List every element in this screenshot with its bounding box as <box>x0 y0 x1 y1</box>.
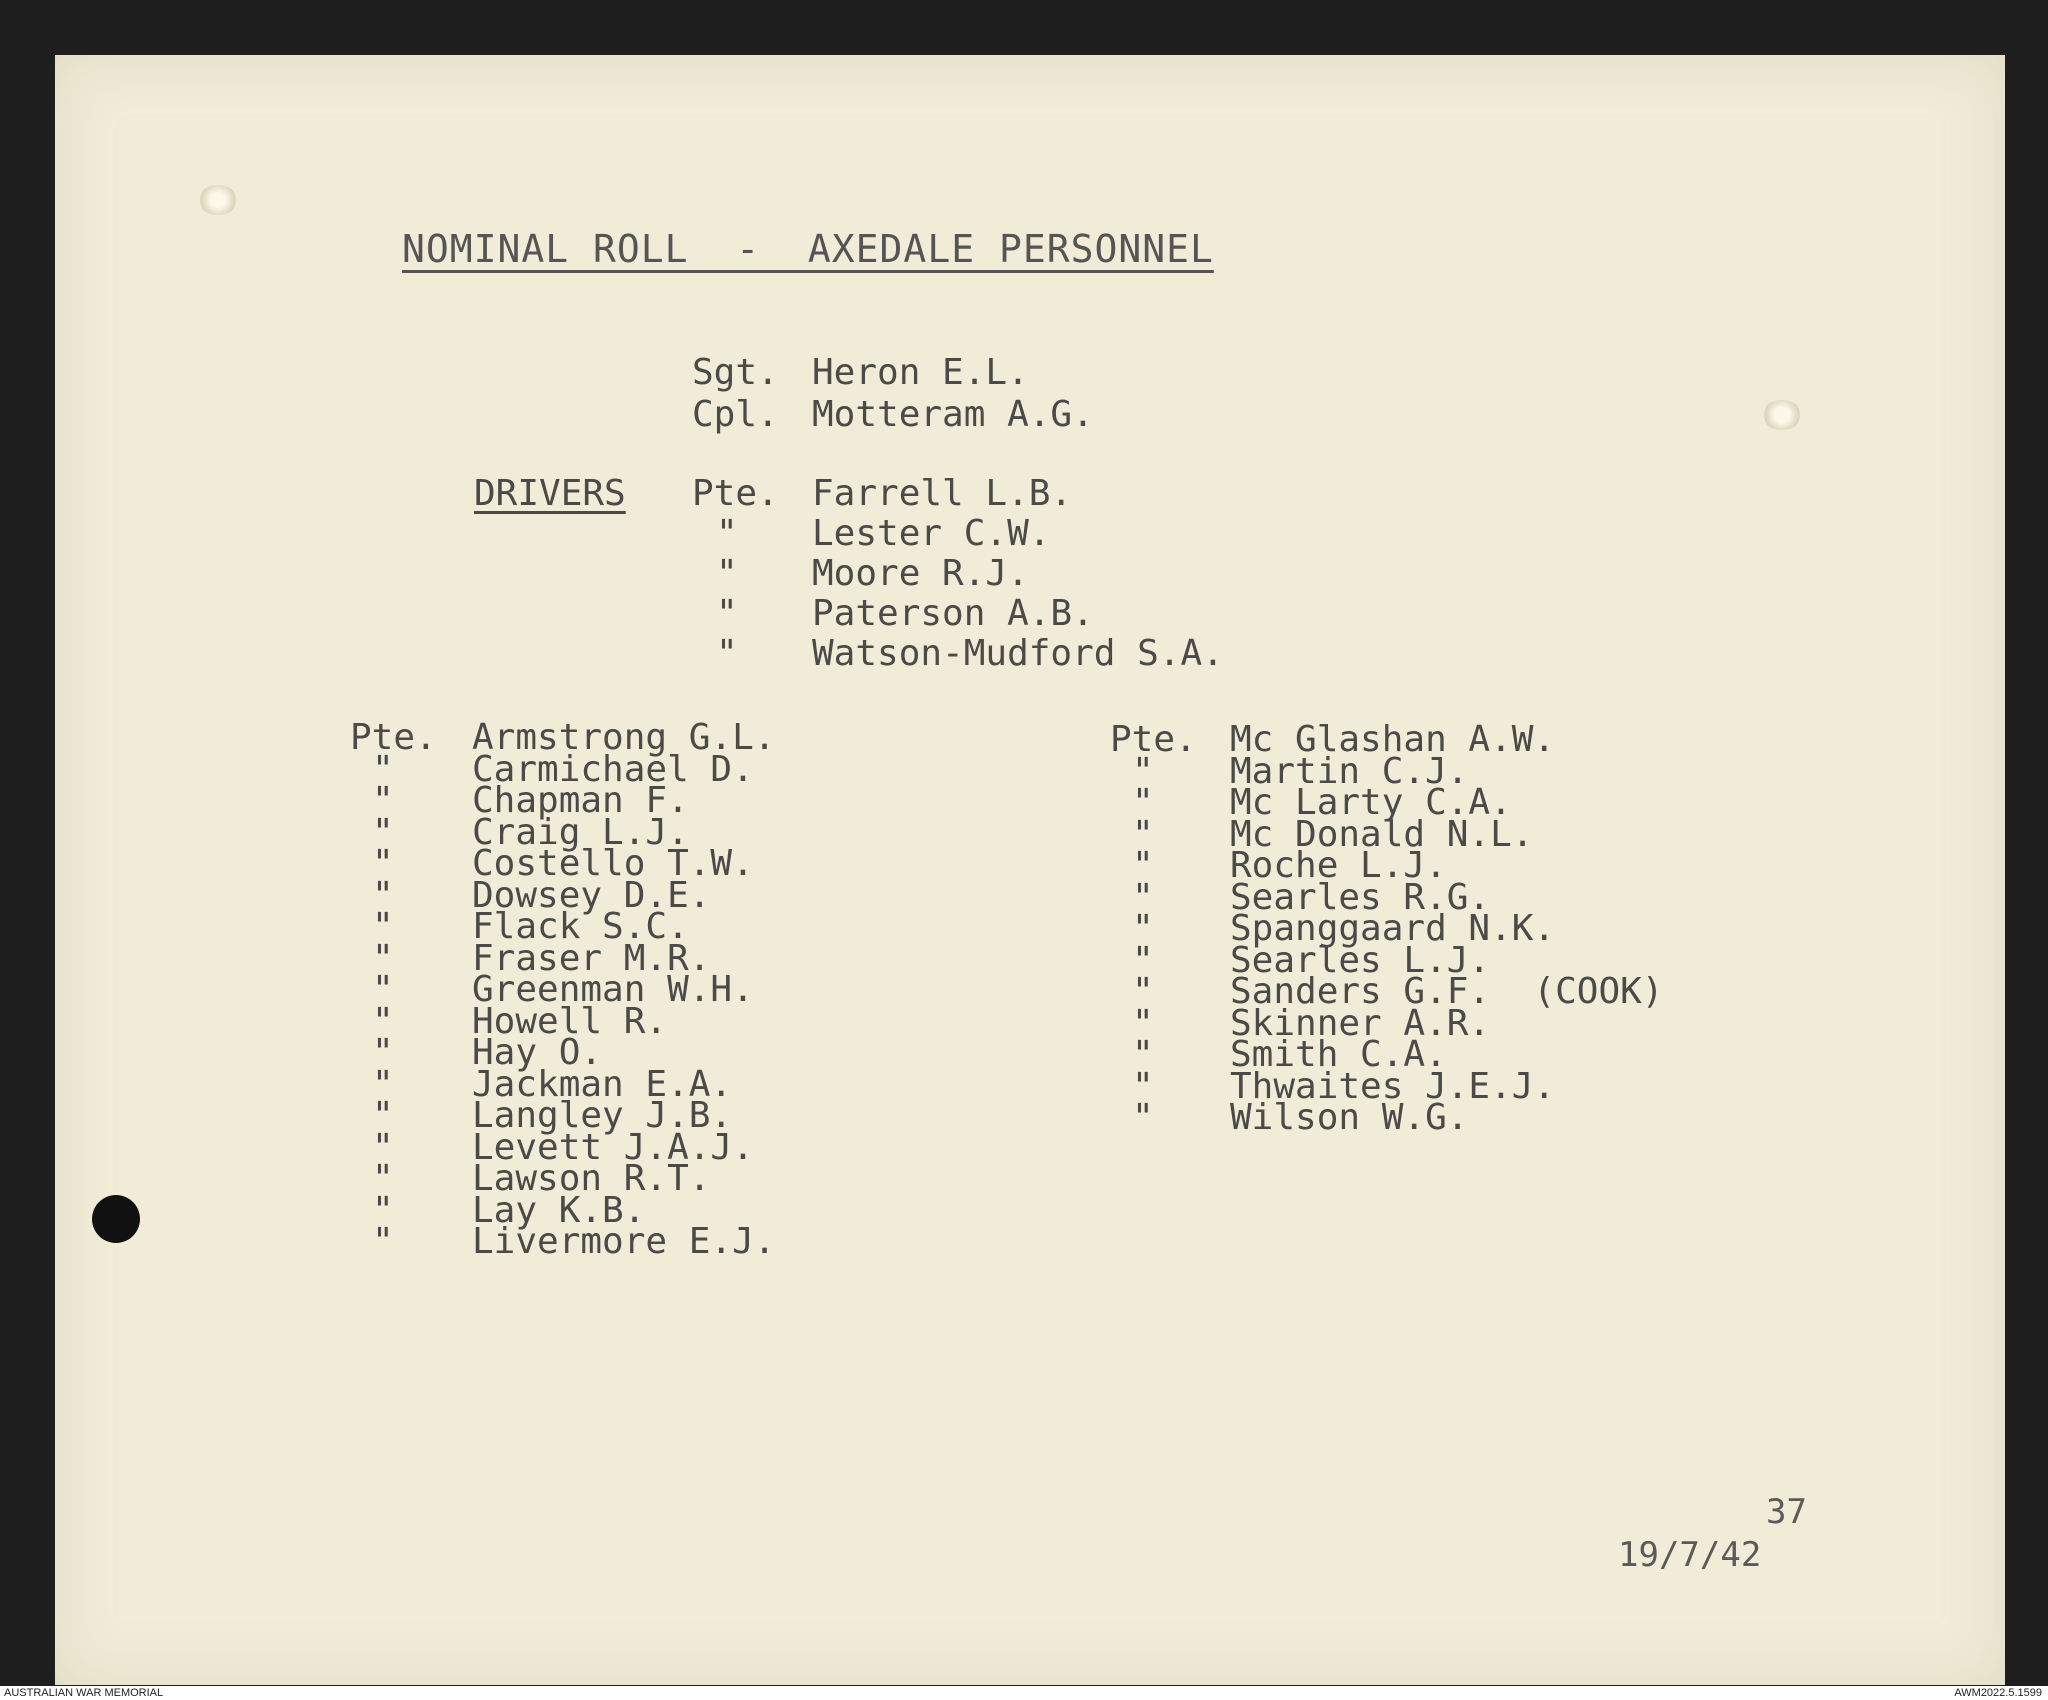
personnel-name: Hay O. <box>472 1032 603 1073</box>
personnel-name: Greenman W.H. <box>472 969 754 1010</box>
leader-rank: Cpl. <box>692 394 779 435</box>
punch-hole <box>92 1195 140 1243</box>
personnel-name: Smith C.A. <box>1230 1034 1447 1075</box>
personnel-name: Mc Larty C.A. <box>1230 782 1512 823</box>
rank-label: " <box>716 513 738 554</box>
personnel-name: Wilson W.G. <box>1230 1097 1469 1138</box>
personnel-name: Searles L.J. <box>1230 939 1491 981</box>
personnel-name: Armstrong G.L. <box>472 717 776 758</box>
personnel-name: Langley J.B. <box>472 1095 733 1136</box>
rank-label: " <box>716 593 738 634</box>
rank-label: " <box>1132 1034 1154 1075</box>
leader-name: Heron E.L. <box>812 352 1029 393</box>
page-number: 37 <box>1766 1492 1807 1532</box>
rank-label: " <box>1132 1097 1154 1138</box>
rank-label: " <box>1132 813 1154 855</box>
personnel-name: Jackman E.A. <box>472 1063 733 1105</box>
rank-label: " <box>372 1032 394 1073</box>
rank-label: " <box>1132 750 1154 792</box>
personnel-name: Livermore E.J. <box>472 1221 776 1262</box>
rank-label: " <box>372 906 394 947</box>
rank-label: Pte. <box>350 717 437 758</box>
personnel-name: Craig L.J. <box>472 811 689 853</box>
personnel-name: Lawson R.T. <box>472 1158 711 1199</box>
rank-label: " <box>372 780 394 821</box>
drivers-heading: DRIVERS <box>474 473 626 514</box>
personnel-name: Costello T.W. <box>472 843 754 884</box>
rank-label: " <box>1132 782 1154 823</box>
personnel-name: Searles R.G. <box>1230 876 1491 918</box>
rank-label: " <box>372 1063 394 1105</box>
rank-label: " <box>372 1221 394 1262</box>
rank-label: " <box>716 633 738 674</box>
leader-name: Motteram A.G. <box>812 394 1094 435</box>
rank-label: " <box>372 748 394 790</box>
personnel-name: Thwaites J.E.J. <box>1230 1065 1556 1107</box>
rank-label: " <box>1132 845 1154 886</box>
personnel-name: Watson-Mudford S.A. <box>812 633 1224 674</box>
rank-label: " <box>716 553 738 594</box>
paper-tear-mark <box>198 185 238 215</box>
personnel-name: Martin C.J. <box>1230 750 1469 792</box>
personnel-name: Levett J.A.J. <box>472 1126 754 1168</box>
personnel-name: Sanders G.F. (COOK) <box>1230 971 1664 1012</box>
rank-label: Pte. <box>1110 719 1197 760</box>
rank-label: " <box>372 1126 394 1168</box>
rank-label: " <box>372 811 394 853</box>
document-title: NOMINAL ROLL - AXEDALE PERSONNEL <box>402 227 1214 271</box>
personnel-name: Moore R.J. <box>812 553 1029 594</box>
rank-label: " <box>372 874 394 916</box>
personnel-name: Paterson A.B. <box>812 593 1094 634</box>
rank-label: " <box>372 1158 394 1199</box>
archive-footer <box>0 1686 2048 1700</box>
rank-label: " <box>1132 939 1154 981</box>
rank-label: " <box>372 843 394 884</box>
rank-label: " <box>1132 971 1154 1012</box>
personnel-name: Fraser M.R. <box>472 937 711 979</box>
rank-label: " <box>372 969 394 1010</box>
rank-label: " <box>1132 876 1154 918</box>
personnel-name: Roche L.J. <box>1230 845 1447 886</box>
rank-label: " <box>1132 1065 1154 1107</box>
paper-tear-mark <box>1762 400 1802 430</box>
personnel-name: Mc Glashan A.W. <box>1230 719 1556 760</box>
rank-label: " <box>1132 1002 1154 1044</box>
personnel-name: Flack S.C. <box>472 906 689 947</box>
personnel-name: Lester C.W. <box>812 513 1051 554</box>
personnel-name: Carmichael D. <box>472 748 754 790</box>
personnel-name: Farrell L.B. <box>812 473 1073 514</box>
rank-label: " <box>372 1095 394 1136</box>
personnel-name: Mc Donald N.L. <box>1230 813 1534 855</box>
personnel-name: Spanggaard N.K. <box>1230 908 1556 949</box>
rank-label: " <box>372 1189 394 1231</box>
document-date: 19/7/42 <box>1618 1535 1762 1575</box>
document-page <box>55 55 2005 1685</box>
personnel-name: Lay K.B. <box>472 1189 646 1231</box>
archive-name: AUSTRALIAN WAR MEMORIAL <box>4 1687 164 1699</box>
personnel-name: Skinner A.R. <box>1230 1002 1491 1044</box>
personnel-name: Dowsey D.E. <box>472 874 711 916</box>
rank-label: " <box>372 937 394 979</box>
rank-label: " <box>372 1000 394 1042</box>
personnel-name: Howell R. <box>472 1000 668 1042</box>
archive-reference: AWM2022.5.1599 <box>1954 1687 2042 1699</box>
personnel-name: Chapman F. <box>472 780 689 821</box>
leader-rank: Sgt. <box>692 352 779 393</box>
rank-label: Pte. <box>692 473 779 514</box>
rank-label: " <box>1132 908 1154 949</box>
